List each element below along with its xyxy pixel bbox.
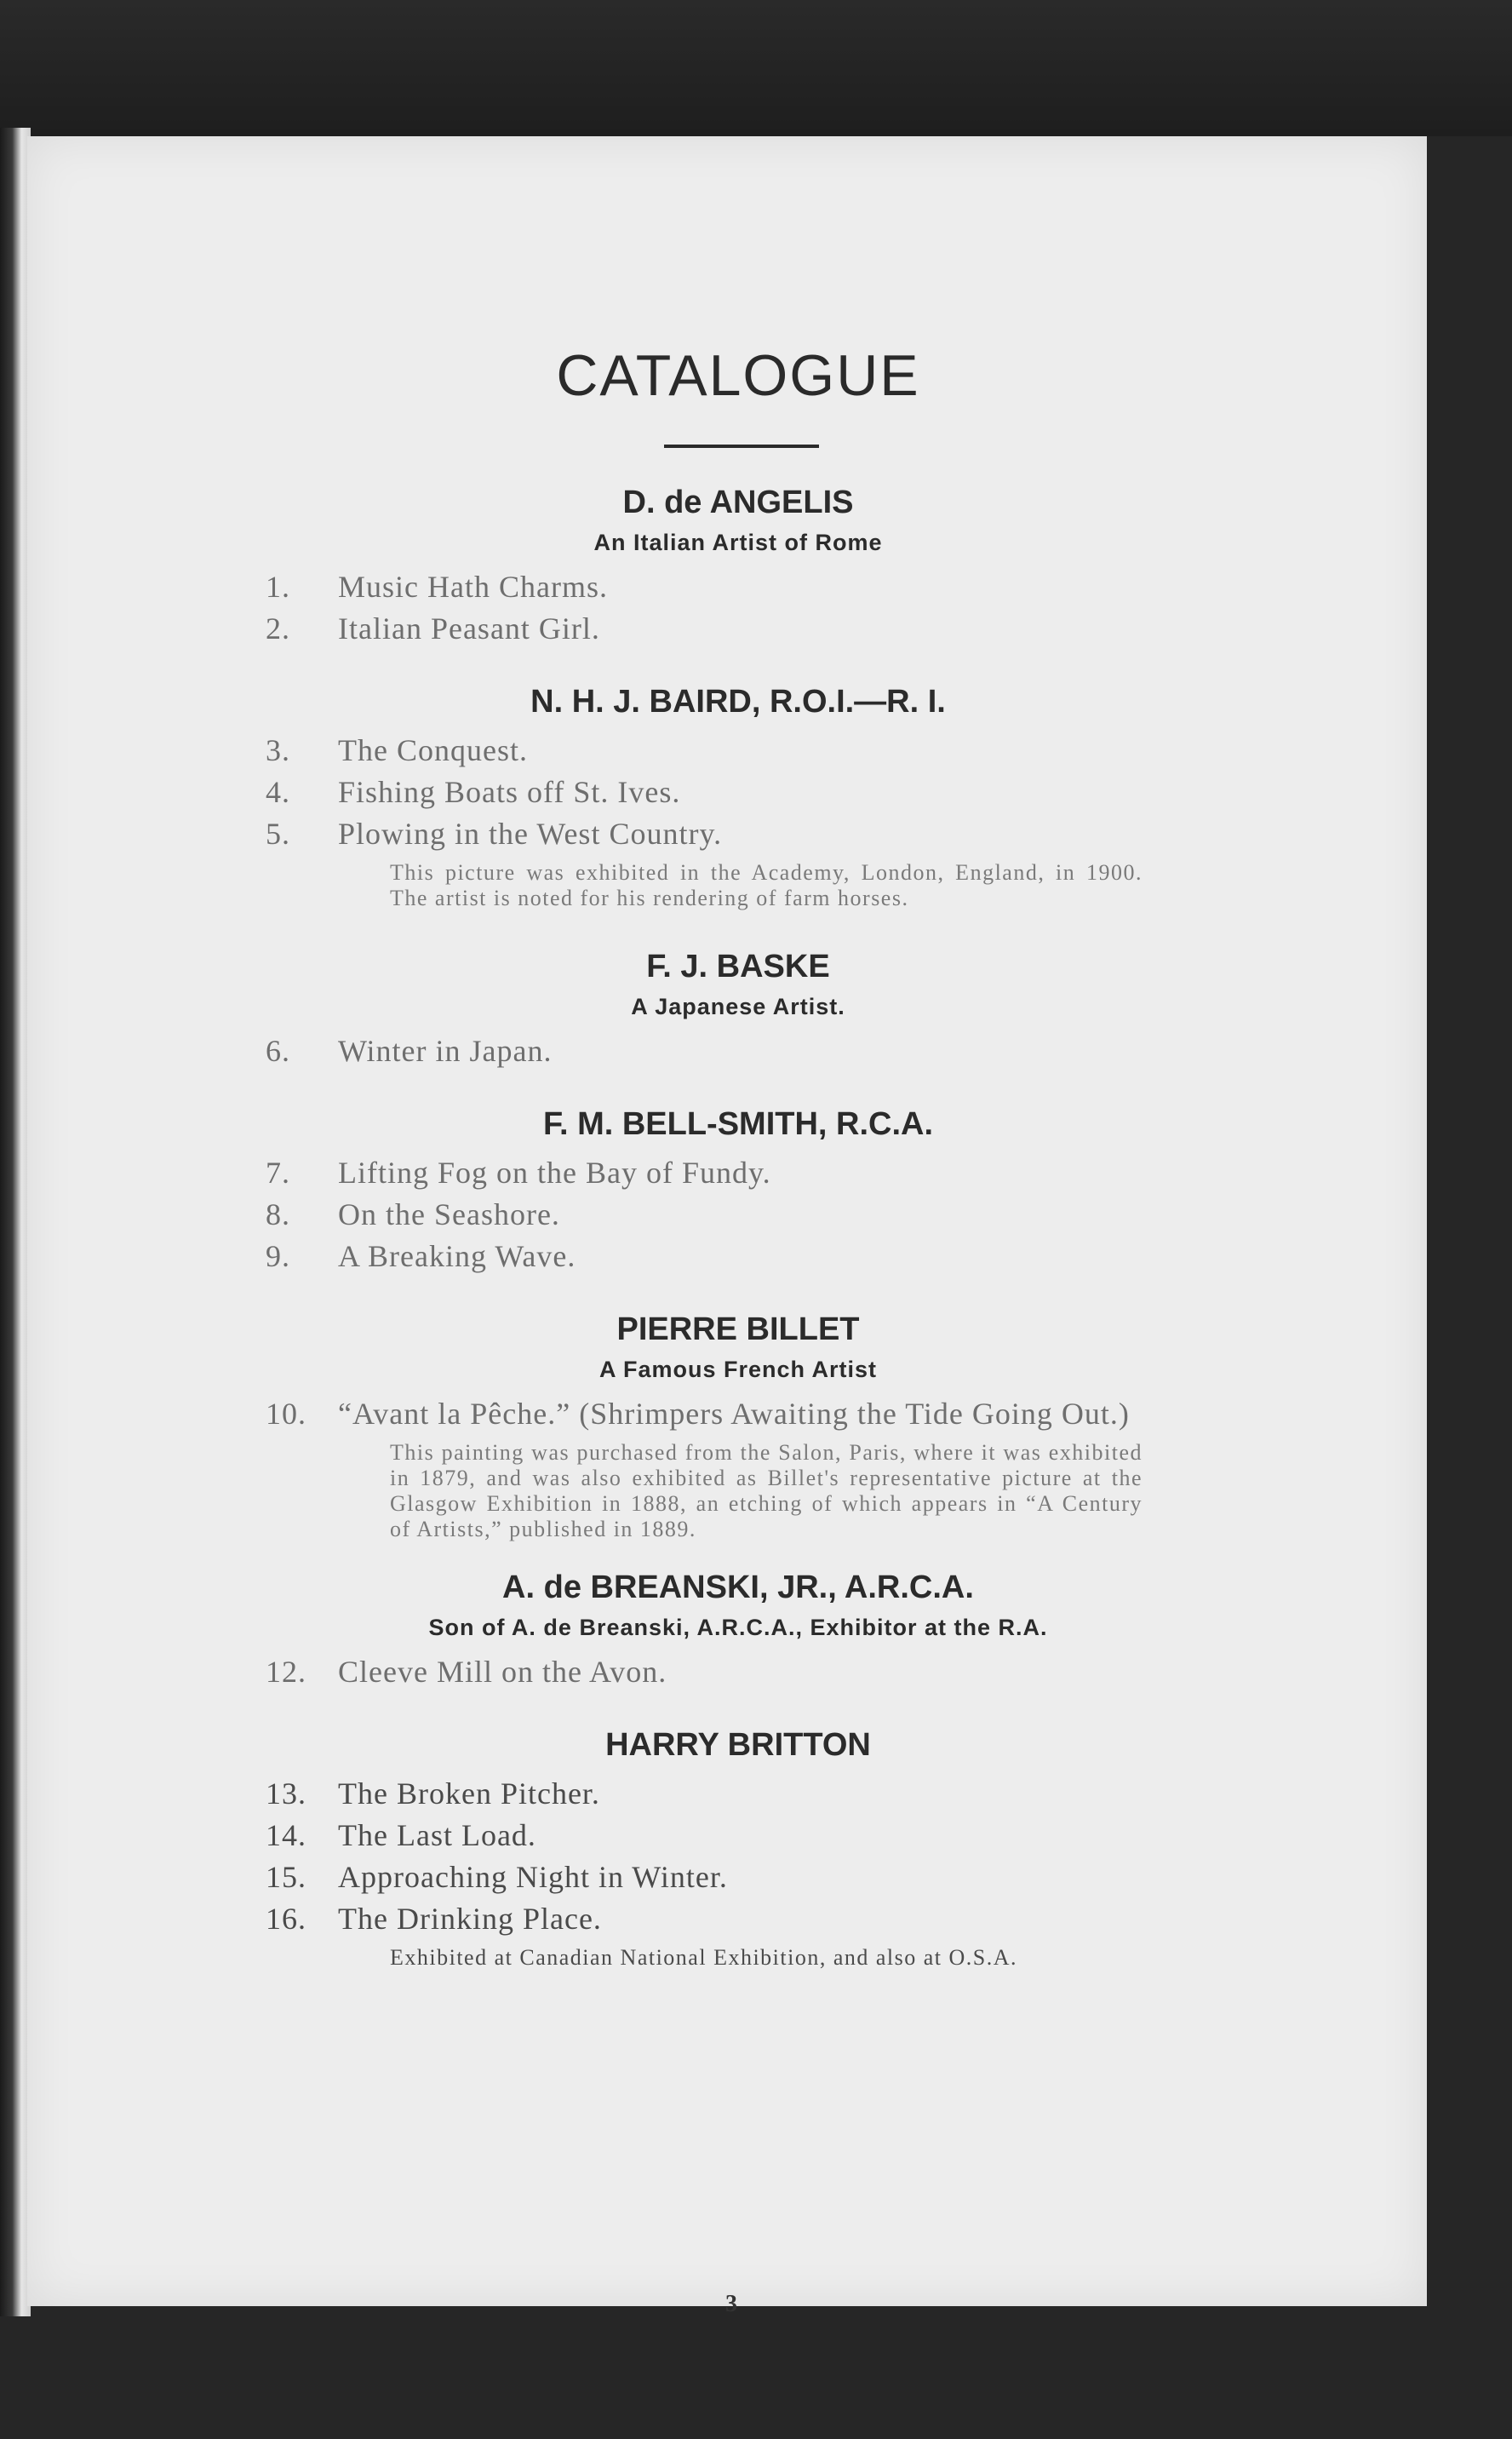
entry-number: 12. (266, 1655, 306, 1689)
catalogue-list (266, 481, 1211, 1974)
entry-number: 4. (266, 775, 290, 809)
artist-description: Son of A. de Breanski, A.R.C.A., Exhibitor at the R.A. (428, 1615, 1048, 1640)
artist-section (266, 1103, 1211, 1277)
entry-title: Fishing Boats off St. Ives. (338, 775, 681, 809)
entry-note: This painting was purchased from the Salon, Paris, where it was exhibited in 1879, and was also exhibited as Billet's representative picture at the Glasgow Exhibition in 1888, an etching of which appears in “A Century of Artists,” published in 1889. (390, 1440, 1143, 1541)
page-title: CATALOGUE (556, 343, 920, 408)
entry-note: This picture was exhibited in the Academy, London, England, in 1900. The artist is noted for his rendering of farm horses. (390, 860, 1143, 910)
entry-number: 6. (266, 1034, 290, 1068)
entry-title: Music Hath Charms. (338, 570, 608, 604)
catalogue-entry (266, 1152, 1211, 1194)
catalogue-entry (266, 772, 1211, 813)
catalogue-entry (266, 1898, 1211, 1940)
artist-name: D. de ANGELIS (622, 485, 854, 520)
artist-name: F. J. BASKE (646, 949, 830, 984)
artist-name: HARRY BRITTON (605, 1727, 871, 1763)
artist-section (266, 945, 1211, 1072)
catalogue-entry (266, 566, 1211, 608)
background-top (0, 0, 1512, 136)
entry-number: 9. (266, 1239, 290, 1273)
artist-section (266, 1566, 1211, 1693)
artist-description: An Italian Artist of Rome (593, 530, 883, 555)
entry-number: 15. (266, 1860, 306, 1894)
entry-number: 14. (266, 1818, 306, 1852)
catalogue-entry (266, 608, 1211, 650)
artist-name: F. M. BELL-SMITH, R.C.A. (542, 1106, 934, 1142)
entry-title: Cleeve Mill on the Avon. (338, 1655, 667, 1689)
artist-section (266, 481, 1211, 650)
catalogue-entry (266, 730, 1211, 772)
entry-number: 5. (266, 817, 290, 851)
catalogue-entry (266, 1815, 1211, 1857)
entry-number: 10. (266, 1397, 306, 1431)
catalogue-entry (266, 813, 1211, 855)
artist-description: A Famous French Artist (598, 1357, 878, 1382)
artist-section (266, 1724, 1211, 1971)
catalogue-entry (266, 1773, 1211, 1815)
artist-section (266, 680, 1211, 911)
artist-section (266, 1308, 1211, 1542)
entry-number: 13. (266, 1776, 306, 1811)
catalogue-entry (266, 1236, 1211, 1277)
catalogue-entry (266, 1393, 1211, 1435)
entry-title: Winter in Japan. (338, 1034, 553, 1068)
entry-number: 8. (266, 1197, 290, 1231)
artist-name: PIERRE BILLET (616, 1311, 860, 1347)
entry-title: “Avant la Pêche.” (Shrimpers Awaiting the Tide Going Out.) (338, 1397, 1130, 1431)
catalogue-entry (266, 1030, 1211, 1072)
artist-name: N. H. J. BAIRD, R.O.I.—R. I. (530, 684, 946, 720)
entry-number: 7. (266, 1156, 290, 1190)
entry-title: Italian Peasant Girl. (338, 611, 600, 646)
artist-name: A. de BREANSKI, JR., A.R.C.A. (502, 1570, 974, 1605)
entry-number: 1. (266, 570, 290, 604)
entry-note: Exhibited at Canadian National Exhibition, and also at O.S.A. (390, 1945, 1018, 1970)
entry-title: The Drinking Place. (338, 1902, 602, 1936)
entry-title: The Last Load. (338, 1818, 536, 1852)
entry-title: The Broken Pitcher. (338, 1776, 600, 1811)
entry-title: A Breaking Wave. (338, 1239, 576, 1273)
entry-number: 16. (266, 1902, 306, 1936)
entry-number: 3. (266, 733, 290, 767)
entry-title: Lifting Fog on the Bay of Fundy. (338, 1156, 771, 1190)
entry-title: Plowing in the West Country. (338, 817, 723, 851)
catalogue-entry (266, 1194, 1211, 1236)
artist-description: A Japanese Artist. (631, 994, 845, 1019)
catalogue-entry (266, 1651, 1211, 1693)
entry-title: Approaching Night in Winter. (338, 1860, 728, 1894)
entry-number: 2. (266, 611, 290, 646)
catalogue-page (27, 136, 1427, 2317)
entry-title: On the Seashore. (338, 1197, 560, 1231)
title-rule (664, 445, 819, 448)
page-number: 3 (725, 2291, 737, 2317)
entry-title: The Conquest. (338, 733, 528, 767)
book-spine (0, 128, 31, 2316)
catalogue-entry (266, 1857, 1211, 1898)
